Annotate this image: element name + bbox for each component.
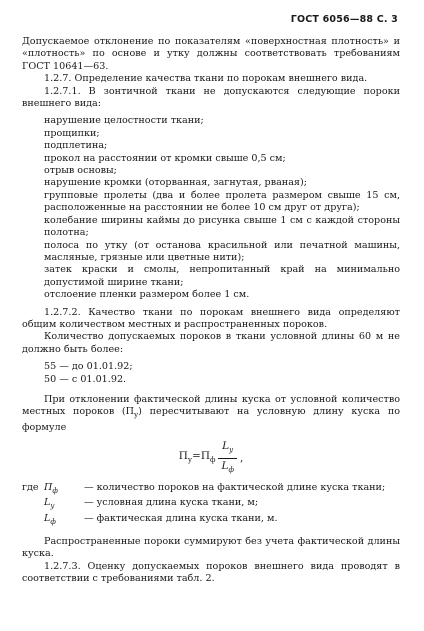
count-item: 50 — с 01.01.92. bbox=[44, 373, 127, 385]
list-item: прощипки; bbox=[44, 127, 100, 139]
summation-paragraph: Распространенные пороки суммируют без учета фактической длины куска. bbox=[22, 536, 400, 560]
list-item: подплетина; bbox=[44, 140, 108, 152]
defect-list bbox=[22, 115, 400, 301]
legend-symbol: $L_у$ bbox=[44, 497, 55, 511]
formula-mid: $=П_ф$ bbox=[192, 449, 216, 464]
count-item: 55 — до 01.01.92; bbox=[44, 361, 133, 373]
list-item: отрыв основы; bbox=[44, 165, 117, 177]
formula-lhs: $П_у$ bbox=[178, 449, 193, 464]
list-item: колебание ширины каймы до рисунка свыше 1 см с каждой стороны полотна; bbox=[44, 214, 400, 239]
list-item: затек краски и смолы, непропитанный край на минимально допустимой ширине ткани; bbox=[44, 264, 400, 288]
section-1-2-7-1: 1.2.7.1. В зонтичной ткани не допускаются следующие пороки внешнего вида: bbox=[22, 85, 400, 110]
legend bbox=[22, 482, 400, 528]
list-item: полоса по утку (от останова красильной или печатной машины, масляные, грязные или цветные нити); bbox=[44, 239, 400, 263]
section-1-2-7-3: 1.2.7.3. Оценку допускаемых пороков внешнего вида проводят в соответствии с требованиями табл. 2. bbox=[22, 560, 400, 585]
legend-symbol: $П_ф$ bbox=[44, 482, 58, 495]
legend-text: — фактическая длина куска ткани, м. bbox=[84, 512, 278, 524]
formula bbox=[22, 438, 400, 478]
page-header: ГОСТ 6056—88 С. 3 bbox=[290, 14, 398, 25]
legend-row bbox=[22, 482, 400, 497]
legend-row bbox=[22, 513, 400, 528]
list-item: прокол на расстоянии от кромки свыше 0,5 см; bbox=[44, 152, 286, 164]
document-body bbox=[22, 36, 400, 586]
legend-row bbox=[22, 497, 400, 512]
section-1-2-7: 1.2.7. Определение качества ткани по порокам внешнего вида. bbox=[44, 73, 368, 85]
list-item: нарушение целостности ткани; bbox=[44, 115, 204, 127]
section-1-2-7-2: 1.2.7.2. Качество ткани по порокам внешнего вида определяют общим количеством местных и распространенных пороков. bbox=[22, 306, 400, 330]
formula-tail: , bbox=[239, 451, 244, 464]
legend-text: — количество пороков на фактической длине куска ткани; bbox=[84, 482, 386, 494]
where-word: где bbox=[22, 482, 39, 494]
length-paragraph: При отклонении фактической длины куска от условной количество местных пороков $(П_у)$ пересчитывают на условную длину куска по формуле bbox=[22, 393, 400, 433]
list-item: нарушение кромки (оторванная, загнутая, рваная); bbox=[44, 177, 307, 189]
legend-text: — условная длина куска ткани, м; bbox=[84, 497, 259, 509]
intro-paragraph: Допускаемое отклонение по показателям «поверхностная плотность» и «плотность» по основе и утку должны соответствовать требованиям ГОСТ 10641—63. bbox=[22, 36, 400, 72]
formula-denominator: $L_ф$ bbox=[221, 459, 234, 474]
list-item: групповые пролеты (два и более пролета размером свыше 15 см, расположенные на расстоянии не более 10 см друг от друга); bbox=[44, 189, 400, 214]
count-paragraph: Количество допускаемых пороков в ткани условной длины 60 м не должно быть более: bbox=[22, 331, 400, 355]
formula-numerator: $L_у$ bbox=[218, 440, 237, 459]
list-item: отслоение пленки размером более 1 см. bbox=[44, 289, 250, 301]
legend-symbol: $L_ф$ bbox=[44, 512, 56, 526]
formula-fraction bbox=[217, 440, 237, 476]
